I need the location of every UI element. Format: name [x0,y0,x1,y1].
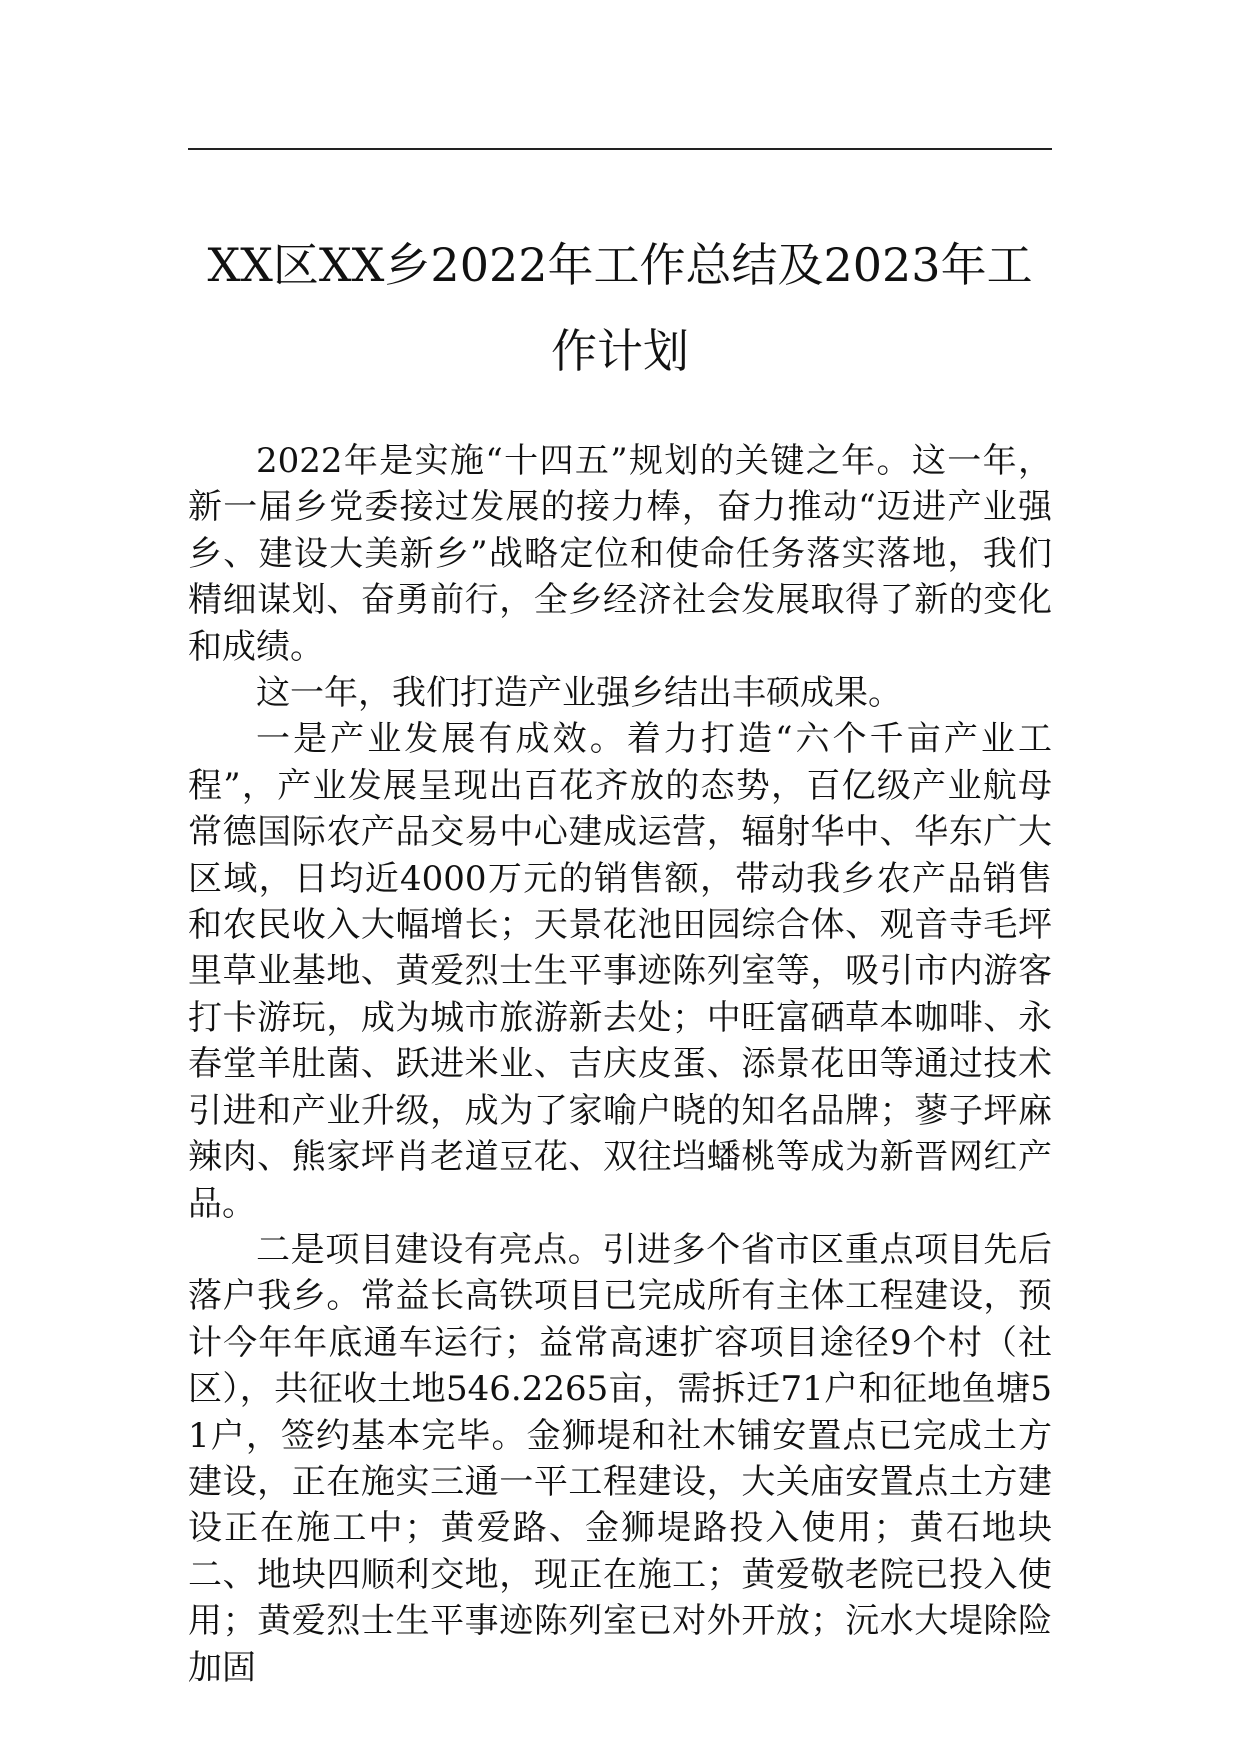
document-title [188,222,1052,394]
title-line-1: XX区XX乡2022年工作总结及2023年工 [207,238,1033,292]
document-body [188,438,1052,1691]
paragraph-summary-heading: 这一年，我们打造产业强乡结出丰硕成果。 [256,673,902,714]
header-rule [188,148,1052,150]
paragraph-intro: 2022年是实施“十四五”规划的关键之年。这一年，新一届乡党委接过发展的接力棒，奋力推动“迈进产业强乡、建设大美新乡”战略定位和使命任务落实落地，我们精细谋划、奋勇前行，全乡经济社会发展取得了新的变化和成绩。 [188,441,1052,667]
paragraph-project-construction: 二是项目建设有亮点。引进多个省市区重点项目先后落户我乡。常益长高铁项目已完成所有主体工程建设，预计今年年底通车运行；益常高速扩容项目途径9个村（社区），共征收土地546.2265亩，需拆迁71户和征地鱼塘51户，签约基本完毕。金狮堤和社木铺安置点已完成土方建设，正在施实三通一平工程建设，大关庙安置点土方建设正在施工中；黄爱路、金狮堤路投入使用；黄石地块二、地块四顺利交地，现正在施工；黄爱敬老院已投入使用；黄爱烈士生平事迹陈列室已对外开放；沅水大堤除险加固 [188,1229,1052,1688]
title-line-2: 作计划 [551,324,689,378]
paragraph-industry-development: 一是产业发展有成效。着力打造“六个千亩产业工程”，产业发展呈现出百花齐放的态势，百亿级产业航母常德国际农产品交易中心建成运营，辐射华中、华东广大区域，日均近4000万元的销售额，带动我乡农产品销售和农民收入大幅增长；天景花池田园综合体、观音寺毛坪里草业基地、黄爱烈士生平事迹陈列室等，吸引市内游客打卡游玩，成为城市旅游新去处；中旺富硒草本咖啡、永春堂羊肚菌、跃进米业、吉庆皮蛋、添景花田等通过技术引进和产业升级，成为了家喻户晓的知名品牌；蓼子坪麻辣肉、熊家坪肖老道豆花、双往垱蟠桃等成为新晋网红产品。 [188,719,1052,1224]
